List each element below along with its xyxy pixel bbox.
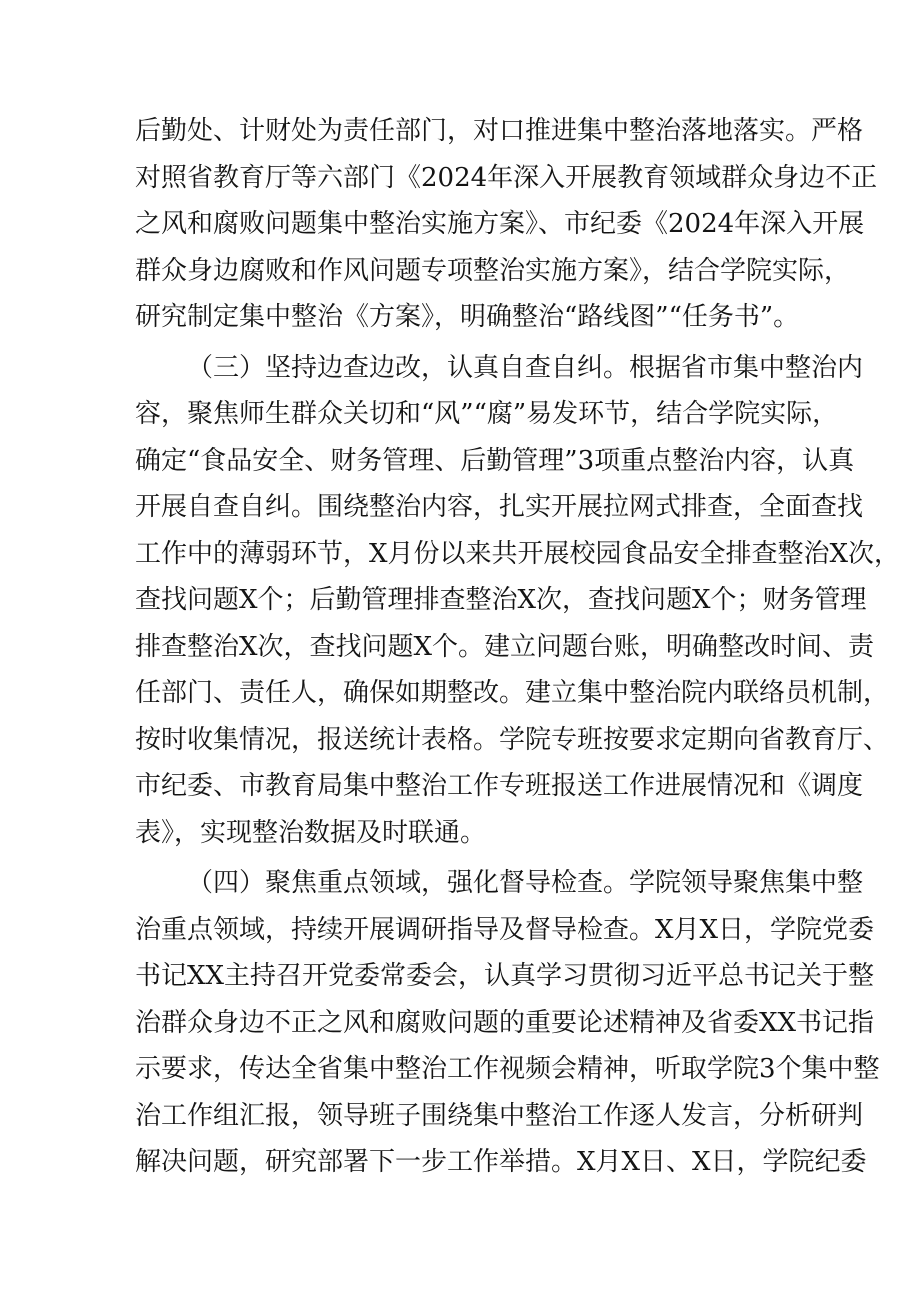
text-line: 市纪委、市教育局集中整治工作专班报送工作进展情况和《调度 xyxy=(135,771,864,801)
text-line: 治工作组汇报，领导班子围绕集中整治工作逐人发言，分析研判 xyxy=(135,1100,864,1131)
text-line: 查找问题X个；后勤管理排查整治X次，查找问题X个；财务管理 xyxy=(135,585,867,615)
text-line: 表》，实现整治数据及时联通。 xyxy=(135,817,487,848)
section-heading-line: （三）坚持边查边改，认真自查自纠。根据省市集中整治内 xyxy=(187,352,864,383)
text-line: 按时收集情况，报送统计表格。学院专班按要求定期向省教育厅、 xyxy=(135,724,890,755)
section-heading-line: （四）聚焦重点领域，强化督导检查。学院领导聚焦集中整 xyxy=(187,868,864,898)
document-body xyxy=(135,108,901,1186)
text-line: 容，聚焦师生群众关切和“风”“腐”易发环节，结合学院实际， xyxy=(135,399,839,429)
text-line: 解决问题，研究部署下一步工作举措。X月X日、X日，学院纪委 xyxy=(135,1147,867,1177)
text-line: 治群众身边不正之风和腐败问题的重要论述精神及省委XX书记指 xyxy=(135,1007,875,1038)
text-line: 群众身边腐败和作风问题专项整治实施方案》，结合学院实际， xyxy=(135,255,851,286)
text-line: 任部门、责任人，确保如期整改。建立集中整治院内联络员机制， xyxy=(135,678,890,708)
text-line: 后勤处、计财处为责任部门，对口推进集中整治落地落实。严格 xyxy=(135,116,864,146)
text-line: 书记XX主持召开党委常委会，认真学习贯彻习近平总书记关于整 xyxy=(135,961,875,991)
text-line: 对照省教育厅等六部门《2024年深入开展教育领域群众身边不正 xyxy=(135,162,878,193)
text-line: 排查整治X次，查找问题X个。建立问题台账，明确整改时间、责 xyxy=(135,631,875,662)
text-line: 之风和腐败问题集中整治实施方案》、市纪委《2024年深入开展 xyxy=(135,209,865,239)
text-line: 治重点领域，持续开展调研指导及督导检查。X月X日，学院党委 xyxy=(135,914,875,945)
text-line: 确定“食品安全、财务管理、后勤管理”3项重点整治内容，认真 xyxy=(135,445,855,476)
text-line: 开展自查自纠。围绕整治内容，扎实开展拉网式排查，全面查找 xyxy=(135,492,864,522)
paragraph-section-four xyxy=(135,860,880,1186)
paragraph-section-three xyxy=(135,345,901,857)
text-line: 工作中的薄弱环节，X月份以来共开展校园食品安全排查整治X次， xyxy=(135,538,901,569)
text-line: 示要求，传达全省集中整治工作视频会精神，听取学院3个集中整 xyxy=(135,1054,880,1084)
paragraph-responsibility xyxy=(135,108,878,341)
text-line: 研究制定集中整治《方案》，明确整治“路线图”“任务书”。 xyxy=(135,302,800,332)
